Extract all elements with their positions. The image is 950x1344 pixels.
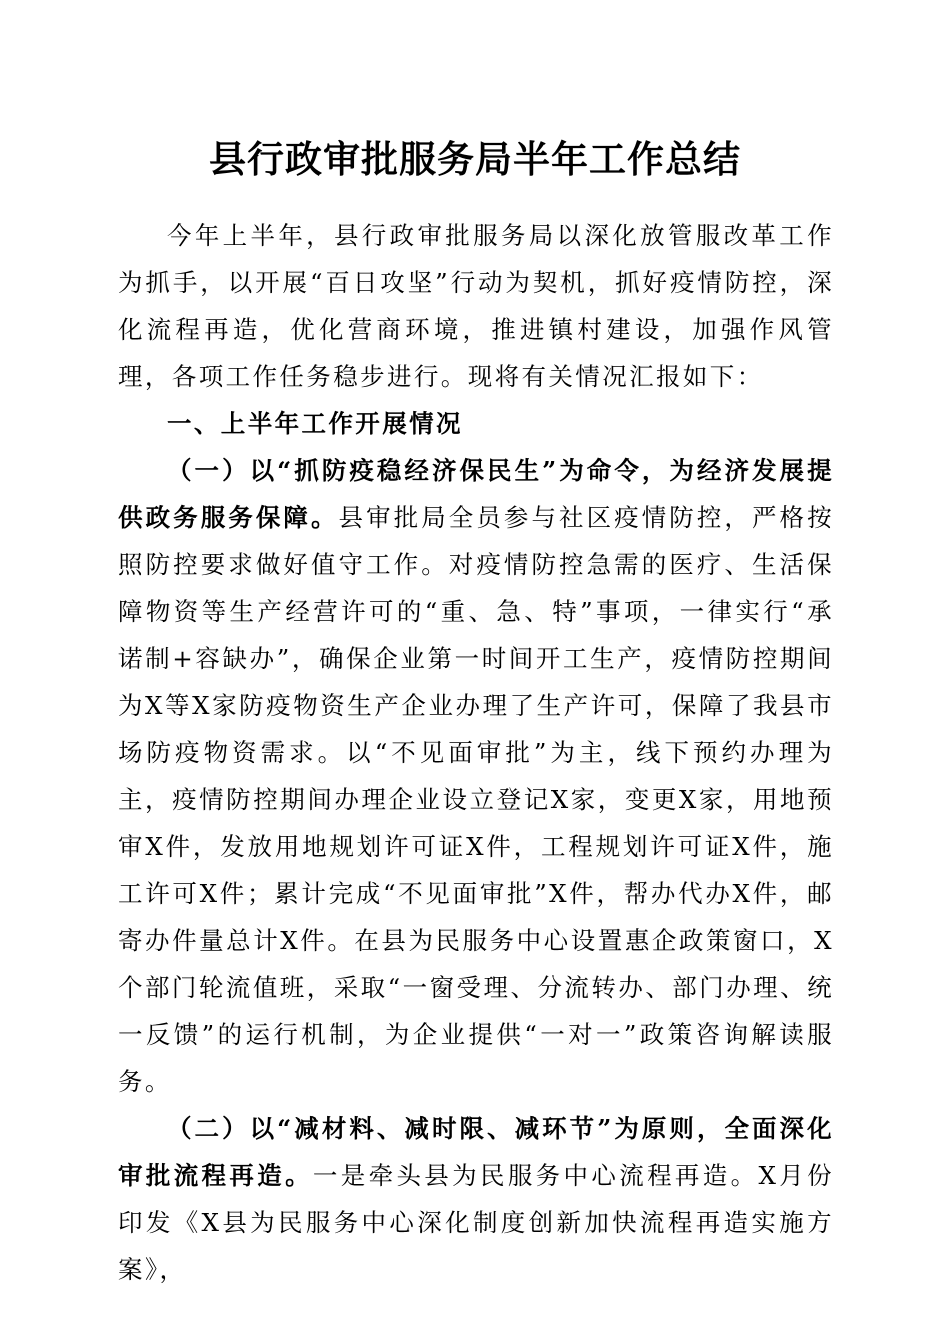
item-2-lead: （二）以“减材料、减时限、减环节”为原则，全面深化审批流程再造。 [118, 1114, 834, 1190]
item-1-lead: （一）以“抓防疫稳经济保民生”为命令，为经济发展提供政务服务保障。 [118, 456, 834, 532]
item-1-paragraph [118, 447, 834, 1105]
item-2-paragraph [118, 1105, 834, 1293]
section-heading: 一、上半年工作开展情况 [167, 409, 463, 438]
document-title: 县行政审批服务局半年工作总结 [209, 137, 741, 181]
item-1-body: 县审批局全员参与社区疫情防控，严格按照防控要求做好值守工作。对疫情防控急需的医疗、生活保障物资等生产经营许可的“重、急、特”事项，一律实行“承诺制+容缺办”，确保企业第一时间开工生产，疫情防控期间为X等X家防疫物资生产企业办理了生产许可，保障了我县市场防疫物资需求。以“不见面审批”为主，线下预约办理为主，疫情防控期间办理企业设立登记X家，变更X家，用地预审X件，发放用地规划许可证X件，工程规划许可证X件，施工许可X件；累计完成“不见面审批”X件，帮办代办X件，邮寄办件量总计X件。在县为民服务中心设置惠企政策窗口，X个部门轮流值班，采取“一窗受理、分流转办、部门办理、统一反馈”的运行机制，为企业提供“一对一”政策咨询解读服务。 [118, 503, 834, 1096]
document-body [118, 212, 834, 1293]
intro-paragraph: 今年上半年，县行政审批服务局以深化放管服改革工作为抓手，以开展“百日攻坚”行动为契机，抓好疫情防控，深化流程再造，优化营商环境，推进镇村建设，加强作风管理，各项工作任务稳步进行。现将有关情况汇报如下： [118, 221, 834, 391]
item-2-body: 一是牵头县为民服务中心流程再造。X月份印发《X县为民服务中心深化制度创新加快流程再造实施方案》， [118, 1161, 834, 1284]
